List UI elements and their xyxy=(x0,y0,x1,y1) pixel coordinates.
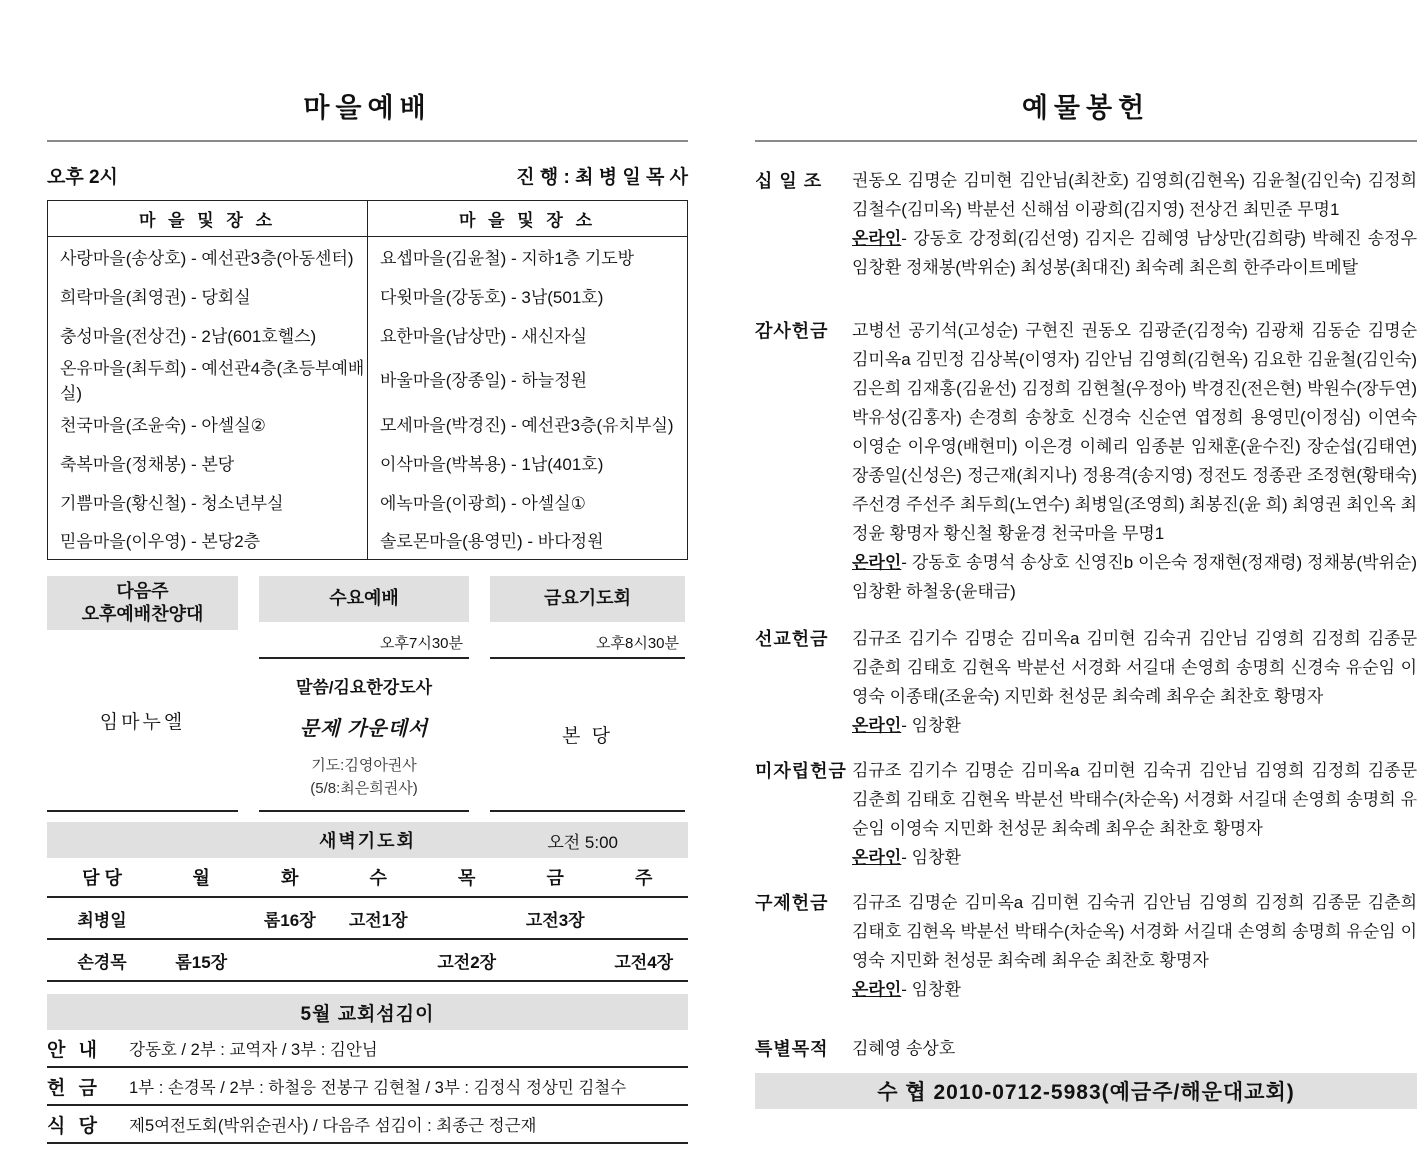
table-row xyxy=(48,482,688,521)
serving-row-cafeteria xyxy=(47,1106,688,1144)
mission-name-list: 김규조 김기수 김명순 김미옥a 김미현 김숙귀 김안님 김영희 김정희 김종문 김춘희 김태호 김현옥 박분선 서경화 서길대 손영희 송명희 신경숙 유순임 이영숙 이종태(조윤숙) 지민화 천성문 최숙례 최우순 최찬호 황명자 xyxy=(852,629,1417,706)
dawn-prayer-header xyxy=(47,822,688,858)
table-row xyxy=(48,354,688,404)
village-cell: 천국마을(조윤숙) - 아셀실② xyxy=(48,404,368,443)
online-label: 온라인 xyxy=(852,980,902,999)
relief-label: 구제헌금 xyxy=(755,893,829,913)
tithe-online-names: - 강동호 강정회(김선영) 김지은 김혜영 남상만(김희량) 박혜진 송정우 임창환 정채봉(박위순) 최성봉(최대진) 최숙례 최은희 한주라이트메탈 xyxy=(852,229,1417,277)
wednesday-speaker: 말씀/김요한강도사 xyxy=(295,678,433,697)
village-cell: 바울마을(장종일) - 하늘정원 xyxy=(368,354,688,404)
village-cell: 희락마을(최영권) - 당회실 xyxy=(48,276,368,315)
choir-box-title xyxy=(47,576,238,630)
tithe-name-list: 권동오 김명순 김미현 김안님(최찬호) 김영희(김현옥) 김윤철(김인숙) 김정희 김철수(김미옥) 박분선 신해섬 이광희(김지영) 전상건 최민준 무명1 xyxy=(852,171,1417,219)
wednesday-prayer-alt: (5/8:최은희권사) xyxy=(310,779,418,797)
thanksgiving-names xyxy=(852,316,1417,606)
village-cell: 다윗마을(강동호) - 3남(501호) xyxy=(368,276,688,315)
special-purpose-section xyxy=(755,1034,1417,1063)
self-support-name-list: 김규조 김기수 김명순 김미옥a 김미현 김숙귀 김안님 김영희 김정희 김종문 김춘희 김태호 김현옥 박분선 박태수(차순옥) 서경화 서길대 손영희 송명희 유순임 이영숙 지민화 천성문 최숙례 최우순 최찬호 황명자 xyxy=(852,761,1417,838)
village-cell: 사랑마을(송상호) - 예선관3층(아동센터) xyxy=(48,237,368,276)
special-purpose-label: 특별목적 xyxy=(755,1039,829,1059)
village-cell: 기쁨마을(황신철) - 청소년부실 xyxy=(48,482,368,521)
next-week-choir-box xyxy=(47,576,238,812)
table-row xyxy=(48,237,688,276)
table-row xyxy=(48,521,688,560)
friday-prayer-box xyxy=(490,576,685,812)
village-cell: 에녹마을(이광희) - 아셀실① xyxy=(368,482,688,521)
thanksgiving-section xyxy=(755,316,1417,606)
dawn-col-leader: 담 당 xyxy=(82,868,122,888)
bank-account-bar: 수 협 2010-0712-5983(예금주/해운대교회) xyxy=(755,1073,1417,1109)
right-title-divider xyxy=(755,140,1417,142)
dawn-col-mon: 월 xyxy=(192,868,210,888)
village-location-table xyxy=(47,200,688,560)
tithe-names xyxy=(852,166,1417,282)
tithe-label: 십 일 조 xyxy=(755,171,823,191)
left-title-divider xyxy=(47,140,688,142)
village-cell: 요셉마을(김윤철) - 지하1층 기도방 xyxy=(368,237,688,276)
village-cell: 축복마을(정채봉) - 본당 xyxy=(48,443,368,482)
wednesday-box-title: 수요예배 xyxy=(259,576,469,622)
worship-leader: 진 행 : 최 병 일 목 사 xyxy=(516,167,688,188)
serving-value: 1부 : 손경목 / 2부 : 하철응 전봉구 김현철 / 3부 : 김정식 정상민 김철수 xyxy=(129,1079,627,1097)
friday-box-title: 금요기도회 xyxy=(490,576,685,622)
village-cell: 솔로몬마을(용영민) - 바다정원 xyxy=(368,521,688,560)
tithe-section xyxy=(755,166,1417,282)
dawn-col-sun: 주 xyxy=(635,868,653,888)
online-label: 온라인 xyxy=(852,848,902,867)
dawn-prayer-section xyxy=(47,822,688,982)
dawn-row-2 xyxy=(47,940,688,982)
table-row xyxy=(48,443,688,482)
table-header-row xyxy=(48,201,688,237)
online-label: 온라인 xyxy=(852,553,902,572)
table-row xyxy=(48,315,688,354)
mission-label: 선교헌금 xyxy=(755,629,829,649)
friday-place: 본 당 xyxy=(562,726,613,747)
worship-time: 오후 2시 xyxy=(47,167,118,188)
dawn-cell: 롬16장 xyxy=(263,910,316,930)
serving-label: 안 내 xyxy=(47,1039,101,1061)
service-boxes xyxy=(47,576,688,812)
offering-sections xyxy=(755,166,1417,1063)
choir-title-line2: 오후예배찬양대 xyxy=(81,604,204,624)
relief-online-names: - 임창환 xyxy=(901,980,961,999)
village-worship-column xyxy=(47,0,688,1144)
dawn-day-header-row xyxy=(47,858,688,898)
left-page-title: 마을예배 xyxy=(303,93,432,123)
village-cell: 믿음마을(이우영) - 본당2층 xyxy=(48,521,368,560)
may-serving-section xyxy=(47,994,688,1144)
dawn-cell: 최병일 xyxy=(77,910,127,930)
self-support-online-names: - 임창환 xyxy=(901,848,961,867)
dawn-prayer-title: 새벽기도회 xyxy=(319,831,416,851)
wednesday-prayer: 기도:김영아권사 xyxy=(311,757,417,774)
dawn-col-tue: 화 xyxy=(281,868,299,888)
dawn-col-wed: 수 xyxy=(369,868,387,888)
special-purpose-name-list: 김혜영 송상호 xyxy=(852,1039,956,1058)
self-support-label: 미자립헌금 xyxy=(755,761,847,781)
serving-label: 헌 금 xyxy=(47,1077,101,1099)
worship-time-row xyxy=(47,162,688,188)
serving-value: 제5여전도회(박위순권사) / 다음주 섬김이 : 최종근 정근재 xyxy=(129,1117,537,1135)
self-support-section xyxy=(755,756,1417,872)
dawn-cell: 손경목 xyxy=(77,952,127,972)
serving-section-title: 5월 교회섬김이 xyxy=(47,994,688,1030)
dawn-col-thu: 목 xyxy=(458,868,476,888)
serving-label: 식 당 xyxy=(47,1115,101,1137)
dawn-cell: 롬15장 xyxy=(175,952,228,972)
dawn-cell: 고전4장 xyxy=(614,952,674,972)
friday-box-body xyxy=(490,659,685,810)
mission-names xyxy=(852,624,1417,740)
dawn-cell: 고전2장 xyxy=(437,952,497,972)
choir-box-body xyxy=(47,630,238,810)
table-row xyxy=(48,404,688,443)
relief-names xyxy=(852,888,1417,1004)
thanksgiving-name-list: 고병선 공기석(고성순) 구현진 권동오 김광준(김정숙) 김광채 김동순 김명순 김미옥a 김민정 김상복(이영자) 김안님 김영희(김현옥) 김요한 김윤철(김인숙) 김은희 김재홍(김윤선) 김정희 김현철(우정아) 박경진(전은현) 박원수(장두연) 박유성(김홍자) 손경희 송창호 신경숙 신순연 엽정희 용영민(이정심) 이연숙 이영순 이우영(배현미) 이은경 이혜리 임종분 임채훈(윤수진) 장순섭(김태연) 장종일(신성은) 정근재(최지나) 정용격(송지영) 정전도 정종관 조정현(황태숙) 주선경 주선주 최두희(노연수) 최병일(조영희) 최봉진(윤 희) 최영권 최인옥 최정윤 황명자 황신철 황윤경 천국마을 무명1 xyxy=(852,321,1417,543)
village-cell: 요한마을(남상만) - 새신자실 xyxy=(368,315,688,354)
thanksgiving-label: 감사헌금 xyxy=(755,321,829,341)
special-purpose-names xyxy=(852,1034,1417,1063)
online-label: 온라인 xyxy=(852,229,902,248)
village-cell: 이삭마을(박복용) - 1남(401호) xyxy=(368,443,688,482)
village-cell: 온유마을(최두희) - 예선관4층(초등부예배실) xyxy=(48,354,368,404)
serving-row-offering xyxy=(47,1068,688,1106)
serving-value: 강동호 / 2부 : 교역자 / 3부 : 김안님 xyxy=(129,1041,378,1059)
dawn-prayer-time: 오전 5:00 xyxy=(547,832,618,852)
village-place-header-right: 마 을 및 장 소 xyxy=(368,201,688,237)
village-cell: 모세마을(박경진) - 예선관3층(유치부실) xyxy=(368,404,688,443)
wednesday-worship-box xyxy=(259,576,469,812)
village-cell: 충성마을(전상건) - 2남(601호헬스) xyxy=(48,315,368,354)
serving-row-guide xyxy=(47,1030,688,1068)
relief-name-list: 김규조 김명순 김미옥a 김미현 김숙귀 김안님 김영희 김정희 김종문 김춘희 김태호 김현옥 박분선 박태수(차순옥) 서경화 서길대 손영희 송명희 유순임 이영숙 지민화 천성문 최숙례 최우순 최찬호 황명자 xyxy=(852,893,1417,970)
friday-time: 오후8시30분 xyxy=(490,622,685,659)
choir-name: 임마누엘 xyxy=(99,711,186,733)
mission-online-names: - 임창환 xyxy=(901,716,961,735)
dawn-cell: 고전1장 xyxy=(348,910,408,930)
thanksgiving-online-names: - 강동호 송명석 송상호 신영진b 이은숙 정재현(정재령) 정채봉(박위순) 임창환 하철웅(윤태금) xyxy=(852,553,1417,601)
village-place-header-left: 마 을 및 장 소 xyxy=(48,201,368,237)
offering-dedication-column xyxy=(755,0,1417,1109)
dawn-col-fri: 금 xyxy=(546,868,564,888)
right-page-title: 예물봉헌 xyxy=(1021,93,1151,123)
dawn-row-1 xyxy=(47,898,688,940)
table-row xyxy=(48,276,688,315)
wednesday-sermon-title: 문제 가운데서 xyxy=(299,718,429,740)
online-label: 온라인 xyxy=(852,716,902,735)
mission-section xyxy=(755,624,1417,740)
wednesday-time: 오후7시30분 xyxy=(259,622,469,659)
dawn-cell: 고전3장 xyxy=(525,910,585,930)
wednesday-box-body xyxy=(259,659,469,810)
self-support-names xyxy=(852,756,1417,872)
choir-title-line1: 다음주 xyxy=(116,580,169,601)
relief-section xyxy=(755,888,1417,1004)
